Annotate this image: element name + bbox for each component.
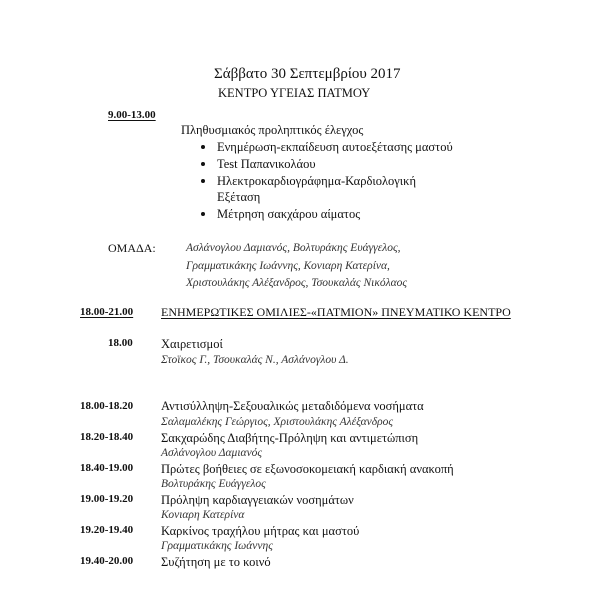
morning-time: 9.00-13.00 (108, 109, 156, 121)
page-title: Σάββατο 30 Σεπτεμβρίου 2017 (214, 66, 401, 82)
talk-time: 19.40-20.00 (80, 555, 134, 567)
morning-title: Πληθυσμιακός προληπτικός έλεγχος (181, 123, 364, 137)
morning-item (201, 158, 316, 171)
talk-title: Πρόληψη καρδιαγγειακών νοσημάτων (161, 493, 354, 507)
talk-time: 18.40-19.00 (80, 462, 134, 474)
morning-item-label: Test Παπανικολάου (217, 157, 316, 171)
morning-item-continuation: Εξέταση (217, 190, 261, 204)
bullet-icon (201, 212, 205, 216)
talk-title: Πρώτες βοήθειες σε εξωνοσοκομειακή καρδιακή ανακοπή (161, 462, 454, 476)
bullet-icon (201, 145, 205, 149)
team-label: ΟΜΑΔΑ: (108, 241, 156, 255)
talk-time: 18.20-18.40 (80, 431, 134, 443)
talk-speaker: Βολτυράκης Ευάγγελος (161, 478, 266, 490)
talk-time: 19.20-19.40 (80, 524, 134, 536)
morning-item-label: Ηλεκτροκαρδιογράφημα-Καρδιολογική (217, 174, 416, 188)
talk-speaker: Ασλάνογλου Δαμιανός (161, 447, 263, 459)
talk-title: Καρκίνος τραχήλου μήτρας και μαστού (161, 524, 360, 538)
morning-item-label: Ενημέρωση-εκπαίδευση αυτοεξέτασης μαστού (217, 140, 453, 154)
morning-item-label: Μέτρηση σακχάρου αίματος (217, 207, 361, 221)
team-line: Ασλάνογλου Δαμιανός, Βολτυράκης Ευάγγελος, (186, 242, 401, 254)
talk-time: 19.00-19.20 (80, 493, 134, 505)
morning-item (201, 175, 416, 188)
talk-speaker: Κονιαρη Κατερίνα (161, 509, 245, 521)
bullet-icon (201, 179, 205, 183)
talk-title: Συζήτηση με το κοινό (161, 555, 271, 569)
evening-title: ΕΝΗΜΕΡΩΤΙΚΕΣ ΟΜΙΛΙΕΣ-«ΠΑΤΜΙΟΝ» ΠΝΕΥΜΑΤΙΚΟ ΚΕΝΤΡΟ (161, 305, 511, 319)
evening-time: 18.00-21.00 (80, 306, 134, 318)
talk-speaker: Γραμματικάκης Ιωάννης (161, 540, 273, 552)
morning-item (201, 208, 360, 221)
talk-time: 18.00-18.20 (80, 400, 134, 412)
team-line: Χριστουλάκης Αλέξανδρος, Τσουκαλάς Νικόλαος (186, 277, 408, 289)
greetings-title: Χαιρετισμοί (161, 337, 223, 351)
team-line: Γραμματικάκης Ιωάννης, Κονιαρη Κατερίνα, (186, 260, 390, 272)
talk-speaker: Σαλαμαλέκης Γεώργιος, Χριστουλάκης Αλέξανδρος (161, 416, 394, 428)
morning-item (201, 141, 453, 154)
venue-title: ΚΕΝΤΡΟ ΥΓΕΙΑΣ ΠΑΤΜΟΥ (218, 86, 371, 100)
greetings-time: 18.00 (108, 337, 133, 349)
greetings-speakers: Στοϊκος Γ., Τσουκαλάς Ν., Ασλάνογλου Δ. (161, 354, 349, 366)
talk-title: Αντισύλληψη-Σεξουαλικώς μεταδιδόμενα νοσήματα (161, 399, 424, 413)
bullet-icon (201, 162, 205, 166)
talk-title: Σακχαρώδης Διαβήτης-Πρόληψη και αντιμετώπιση (161, 431, 419, 445)
